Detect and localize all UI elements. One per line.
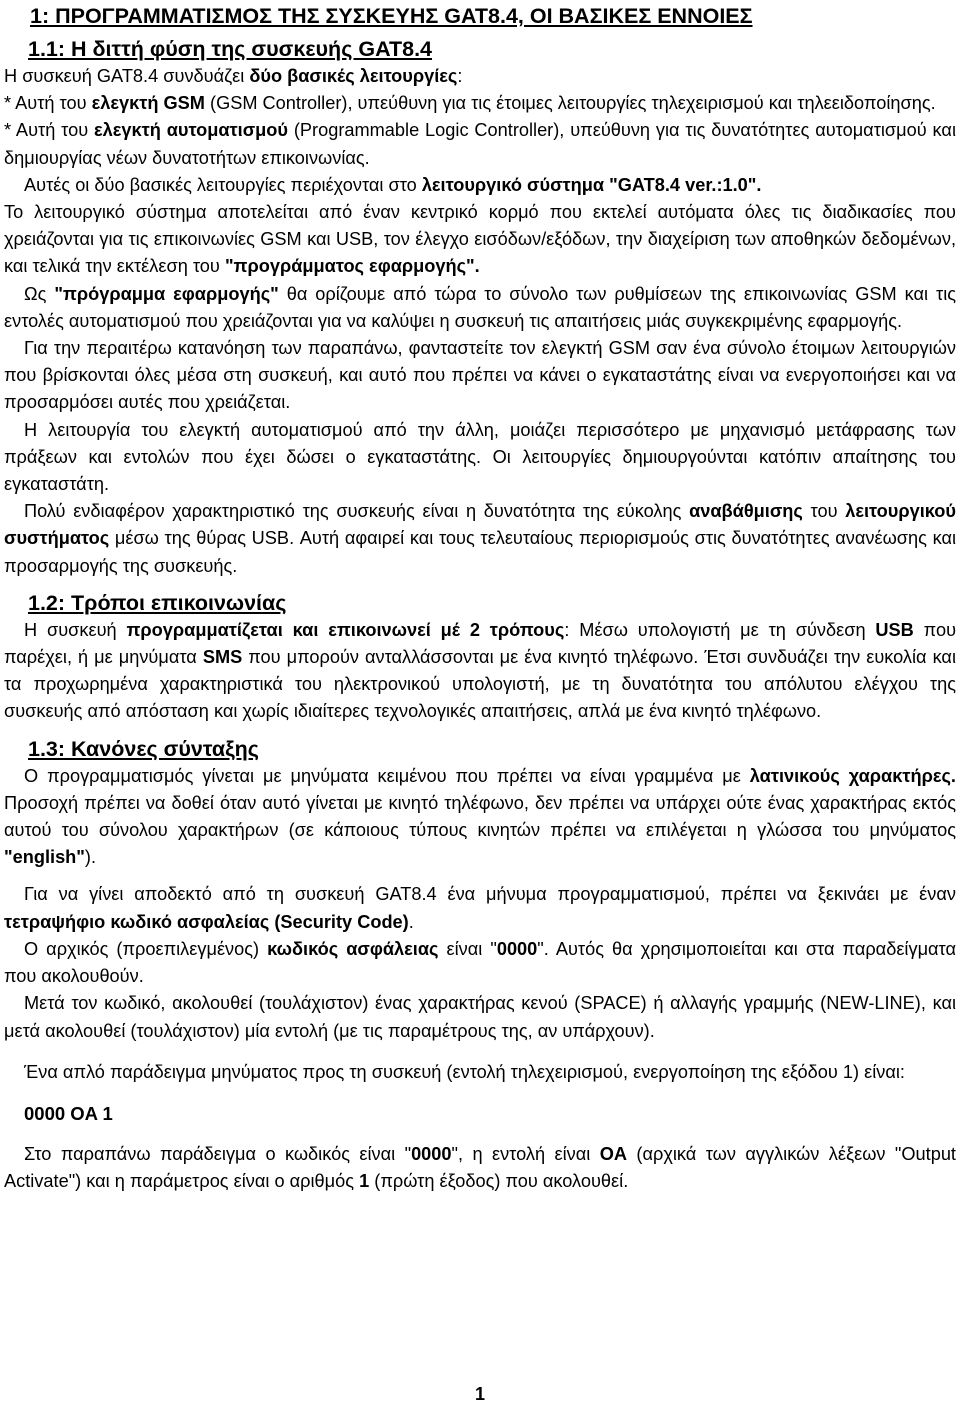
- paragraph: Το λειτουργικό σύστημα αποτελείται από έναν κεντρικό κορμό που εκτελεί αυτόματα όλες τις διαδικασίες που χρειάζονται για τις επικοινωνίες GSM και USB, τον έλεγχο εισόδων/εξόδων, την διαχείριση των αποθηκών δεδομένων, και τελικά την εκτέλεση του "προγράμματος εφαρμογής".: [4, 202, 956, 277]
- paragraph: Αυτές οι δύο βασικές λειτουργίες περιέχονται στο λειτουργικό σύστημα "GAT8.4 ver.:1.0".: [24, 174, 762, 195]
- page-number: 1: [474, 1384, 485, 1404]
- section-heading-1-2: 1.2: Τρόποι επικοινωνίας: [28, 590, 287, 615]
- paragraph: Η λειτουργία του ελεγκτή αυτοματισμού από την άλλη, μοιάζει περισσότερο με μηχανισμό μετάφρασης των πράξεων και εντολών που έχει δώσει ο εγκαταστάτης. Οι λειτουργίες δημιουργούνται κατόπιν απαίτησης του εγκαταστάτη.: [4, 419, 956, 495]
- section-heading-1-3: 1.3: Κανόνες σύνταξης: [28, 736, 259, 761]
- paragraph: Ένα απλό παράδειγμα μηνύματος προς τη συσκευή (εντολή τηλεχειρισμού, ενεργοποίηση της εξόδου 1) είναι:: [24, 1061, 905, 1082]
- paragraph: Στο παραπάνω παράδειγμα ο κωδικός είναι "0000", η εντολή είναι OA (αρχικά των αγγλικών λέξεων "Output Activate") και η παράμετρος είναι ο αριθμός 1 (πρώτη έξοδος) που ακολουθεί.: [4, 1143, 956, 1192]
- paragraph: Η συσκευή προγραμματίζεται και επικοινωνεί μέ 2 τρόπους: Μέσω υπολογιστή με τη σύνδεση USB που παρέχει, ή με μηνύματα SMS που μπορούν ανταλλάσσονται με ένα κινητό τηλέφωνο. Έτσι συνδυάζει την ευκολία και τα προχωρημένα χαρακτηριστικά του ηλεκτρονικού υπολογιστή, με τη δυνατότητα του απόλυτου ελέγχου της συσκευής από απόσταση και χωρίς ιδιαίτερες τεχνολογικές απαιτήσεις, απλά με ένα κινητό τηλέφωνο.: [4, 619, 957, 722]
- page-title: 1: ΠΡΟΓΡΑΜΜΑΤΙΣΜΟΣ ΤΗΣ ΣΥΣΚΕΥΗΣ GAT8.4, ΟΙ ΒΑΣΙΚΕΣ ΕΝΝΟΙΕΣ: [30, 4, 753, 28]
- paragraph: Πολύ ενδιαφέρον χαρακτηριστικό της συσκευής είναι η δυνατότητα της εύκολης αναβάθμισης του λειτουργικού συστήματος μέσω της θύρας USB. Αυτή αφαιρεί και τους τελευταίους περιορισμούς στις δυνατότητες ανανέωσης και προσαρμογής της συσκευής.: [4, 501, 956, 576]
- paragraph: Η συσκευή GAT8.4 συνδυάζει δύο βασικές λειτουργίες:: [4, 66, 463, 86]
- paragraph: Ο προγραμματισμός γίνεται με μηνύματα κειμένου που πρέπει να είναι γραμμένα με λατινικούς χαρακτήρες. Προσοχή πρέπει να δοθεί όταν αυτό γίνεται με κινητό τηλέφωνο, δεν πρέπει να υπάρχει ούτε ένας χαρακτήρας εκτός αυτού του σύνολου χαρακτήρων (σε κάποιους τύπους κινητών πρέπει να επιλέγεται η γλώσσα του μηνύματος "english").: [4, 765, 956, 868]
- section-heading-1-1: 1.1: Η διττή φύση της συσκευής GAT8.4: [28, 37, 433, 61]
- paragraph: Για να γίνει αποδεκτό από τη συσκευή GAT8.4 ένα μήνυμα προγραμματισμού, πρέπει να ξεκινάει με έναν τετραψήφιο κωδικό ασφαλείας (Security Code).: [4, 884, 956, 932]
- paragraph: Μετά τον κωδικό, ακολουθεί (τουλάχιστον) ένας χαρακτήρας κενού (SPACE) ή αλλαγής γραμμής (NEW-LINE), και μετά ακολουθεί (τουλάχιστον) μία εντολή (με τις παραμέτρους της, αν υπάρχουν).: [4, 993, 956, 1041]
- example-message: 0000 OA 1: [24, 1102, 113, 1124]
- paragraph: Ο αρχικός (προεπιλεγμένος) κωδικός ασφάλειας είναι "0000". Αυτός θα χρησιμοποιείται και στα παραδείγματα που ακολουθούν.: [4, 938, 956, 987]
- paragraph: Ως "πρόγραμμα εφαρμογής" θα ορίζουμε από τώρα το σύνολο των ρυθμίσεων της επικοινωνίας GSM και τις εντολές αυτοματισμού που χρειάζονται για να καλύψει η συσκευή τις απαιτήσεις μιάς συγκεκριμένης εφαρμογής.: [4, 283, 957, 331]
- paragraph: * Αυτή του ελεγκτή αυτοματισμού (Programmable Logic Controller), υπεύθυνη για τις δυνατότητες αυτοματισμού και δημιουργίας νέων δυνατοτήτων επικοινωνίας.: [4, 120, 956, 168]
- paragraph: Για την περαιτέρω κατανόηση των παραπάνω, φανταστείτε τον ελεγκτή GSM σαν ένα σύνολο έτοιμων λειτουργιών που βρίσκονται όλες μέσα στη συσκευή, και αυτό που πρέπει να κάνει ο εγκαταστάτης είναι να ενεργοποιήσει και να προσαρμόσει αυτές που χρειάζεται.: [4, 338, 956, 413]
- paragraph: * Αυτή του ελεγκτή GSM (GSM Controller), υπεύθυνη για τις έτοιμες λειτουργίες τηλεχειρισμού και τηλεειδοποίησης.: [4, 93, 936, 114]
